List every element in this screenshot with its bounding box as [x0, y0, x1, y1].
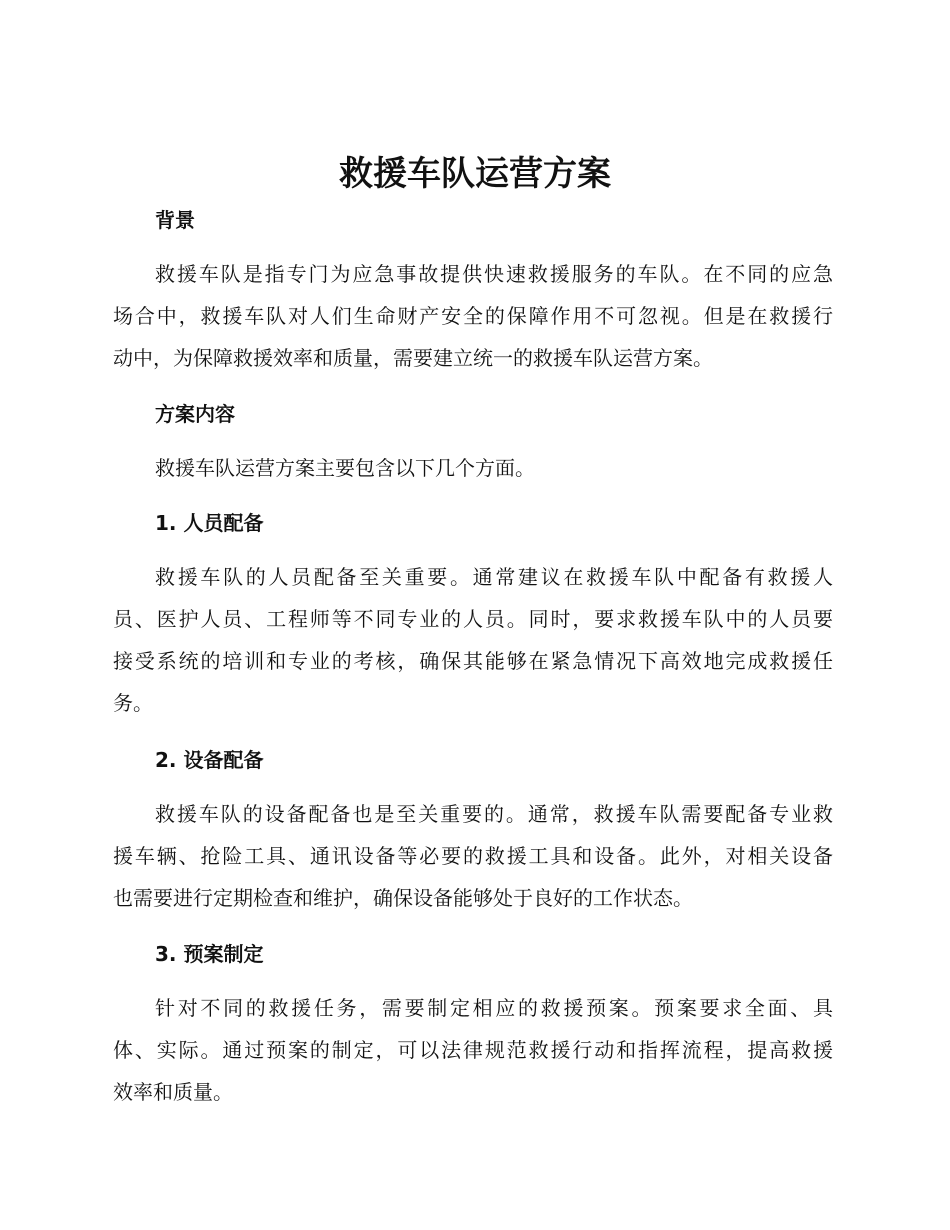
section-paragraph-plan-content — [113, 447, 833, 489]
paragraph-line: 场合中，救援车队对人们生命财产安全的保障作用不可忽视。但是在救援行 — [113, 304, 833, 328]
section-paragraph-staffing — [113, 556, 833, 724]
paragraph-line: 接受系统的培训和专业的考核，确保其能够在紧急情况下高效地完成救援任 — [113, 649, 833, 673]
paragraph-line: 救援车队的人员配备至关重要。通常建议在救援车队中配备有救援人 — [155, 565, 833, 589]
section-paragraph-equipment — [113, 793, 833, 919]
paragraph-line: 动中，为保障救援效率和质量，需要建立统一的救援车队运营方案。 — [113, 346, 713, 370]
paragraph-line: 救援车队运营方案主要包含以下几个方面。 — [155, 456, 535, 480]
document-title: 救援车队运营方案 — [339, 154, 611, 194]
paragraph-line: 救援车队是指专门为应急事故提供快速救援服务的车队。在不同的应急 — [155, 262, 833, 286]
section-heading-plan-content: 方案内容 — [155, 402, 235, 426]
paragraph-line: 也需要进行定期检查和维护，确保设备能够处于良好的工作状态。 — [113, 886, 693, 910]
paragraph-line: 务。 — [113, 691, 153, 715]
paragraph-line: 针对不同的救援任务，需要制定相应的救援预案。预案要求全面、具 — [155, 996, 833, 1020]
section-heading-staffing: 1. 人员配备 — [155, 511, 264, 535]
paragraph-line: 救援车队的设备配备也是至关重要的。通常，救援车队需要配备专业救 — [155, 802, 833, 826]
paragraph-line: 员、医护人员、工程师等不同专业的人员。同时，要求救援车队中的人员要 — [113, 607, 833, 631]
section-paragraph-contingency-plan — [113, 987, 833, 1113]
paragraph-line: 效率和质量。 — [113, 1080, 233, 1104]
paragraph-line: 援车辆、抢险工具、通讯设备等必要的救援工具和设备。此外，对相关设备 — [113, 844, 833, 868]
paragraph-line: 体、实际。通过预案的制定，可以法律规范救援行动和指挥流程，提高救援 — [113, 1038, 833, 1062]
section-heading-background: 背景 — [155, 208, 195, 232]
section-heading-equipment: 2. 设备配备 — [155, 748, 264, 772]
section-paragraph-background — [113, 253, 833, 379]
section-heading-contingency-plan: 3. 预案制定 — [155, 942, 264, 966]
